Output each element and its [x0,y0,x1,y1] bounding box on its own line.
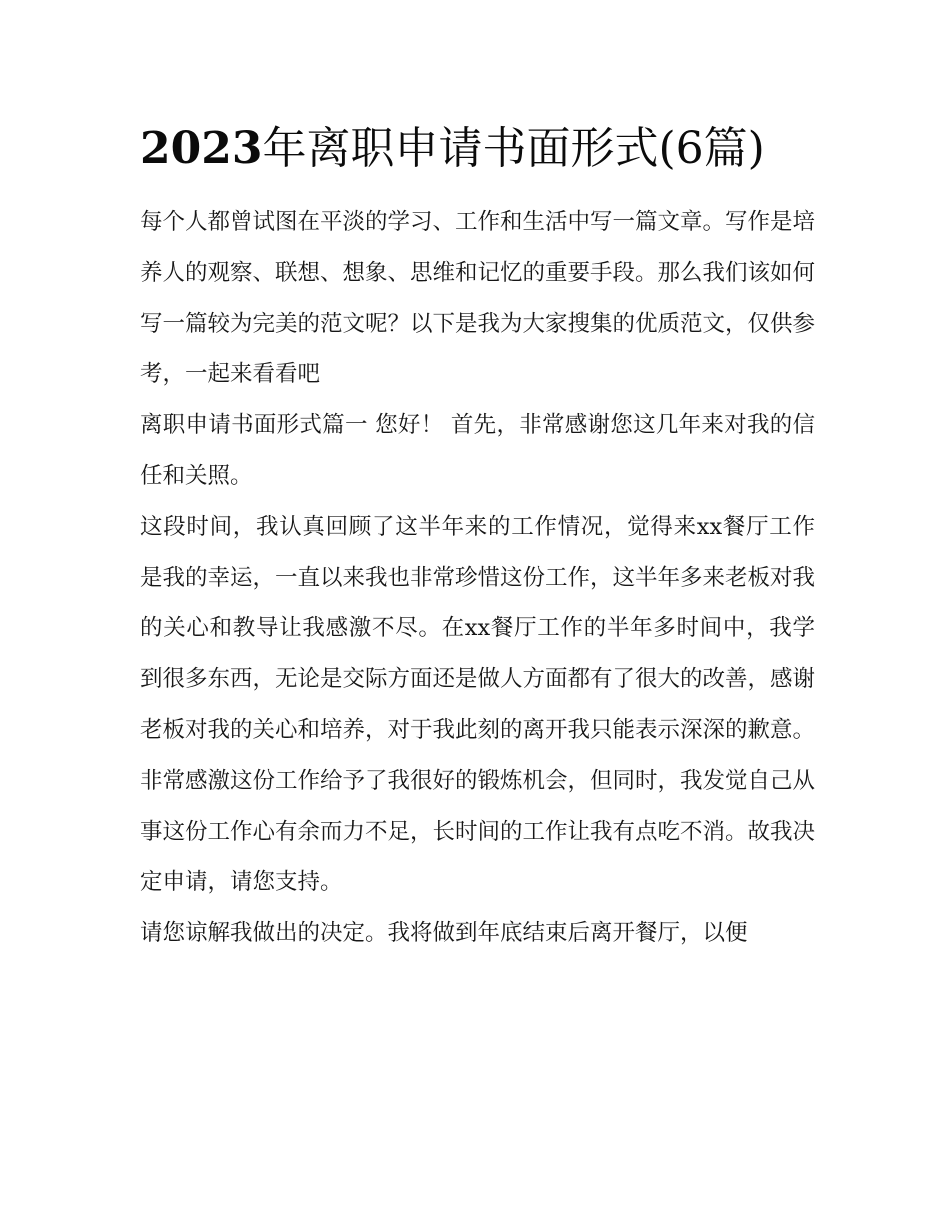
main-paragraph: 这段时间，我认真回顾了这半年来的工作情况，觉得来xx餐厅工作是我的幸运，一直以来我也非常珍惜这份工作，这半年多来老板对我的关心和教导让我感激不尽。在xx餐厅工作的半年多时间中，我学到很多东西，无论是交际方面还是做人方面都有了很大的改善，感谢老板对我的关心和培养，对于我此刻的离开我只能表示深深的歉意。非常感激这份工作给予了我很好的锻炼机会，但同时，我发觉自己从事这份工作心有余而力不足，长时间的工作让我有点吃不消。故我决定申请，请您支持。 [140,513,816,896]
title-text: 年离职申请书面形式(6篇) [262,123,765,174]
intro-paragraph: 每个人都曾试图在平淡的学习、工作和生活中写一篇文章。写作是培养人的观察、联想、想象、思维和记忆的重要手段。那么我们该如何写一篇较为完美的范文呢？以下是我为大家搜集的优质范文，仅供参考，一起来看看吧 [140,209,816,388]
document-body [140,197,815,959]
greeting-paragraph: 离职申请书面形式篇一 您好！ 首先，非常感谢您这几年来对我的信任和关照。 [140,412,815,489]
closing-paragraph: 请您谅解我做出的决定。我将做到年底结束后离开餐厅，以便 [140,920,748,947]
document-content [140,118,815,959]
document-title [140,118,815,180]
title-year: 2023 [140,123,263,174]
